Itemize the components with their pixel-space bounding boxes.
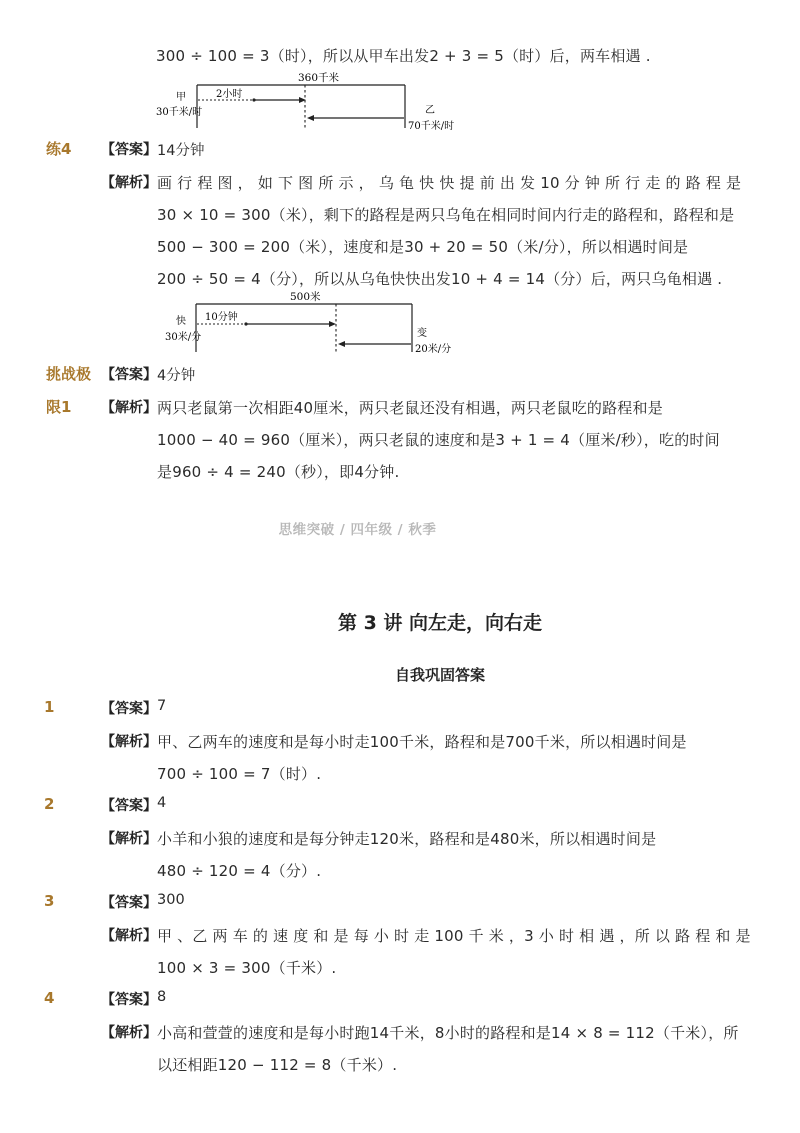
exercise-label: 练4 — [46, 140, 72, 158]
analysis-line: 是960 ÷ 4 = 240（秒），即4分钟. — [157, 463, 400, 481]
analysis-line: 200 ÷ 50 = 4（分），所以从乌龟快快出发10 + 4 = 14（分）后，两只乌龟相遇 . — [157, 270, 723, 288]
analysis-line: 小高和萱萱的速度和是每小时跑14千米，8小时的路程和是14 × 8 = 112（千米），所 — [157, 1024, 739, 1042]
diagram-left-speed: 30千米/时 — [156, 107, 203, 118]
challenge-label: 挑战极 — [46, 365, 92, 383]
analysis-tag: 【解析】 — [101, 1025, 157, 1041]
analysis-line: 480 ÷ 120 = 4（分）. — [157, 862, 322, 880]
diagram-right-name: 变 — [417, 328, 427, 339]
section-title: 自我巩固答案 — [394, 666, 485, 684]
journey-diagram-1 — [150, 70, 470, 136]
answer-value: 4分钟 — [157, 368, 196, 384]
analysis-line: 700 ÷ 100 = 7（时）. — [157, 765, 322, 783]
question-number: 1 — [44, 698, 55, 716]
answer-tag: 【答案】 — [101, 701, 157, 717]
diagram-left-speed: 30米/分 — [165, 332, 202, 343]
answer-value: 7 — [157, 698, 167, 714]
question-number: 4 — [44, 989, 55, 1007]
answer-value: 8 — [157, 989, 167, 1005]
answer-tag: 【答案】 — [101, 798, 157, 814]
question-number: 2 — [44, 795, 55, 813]
diagram-head-start: 2小时 — [216, 89, 243, 100]
analysis-line: 两只老鼠第一次相距40厘米，两只老鼠还没有相遇，两只老鼠吃的路程和是 — [157, 399, 663, 417]
answer-value: 300 — [157, 892, 185, 908]
diagram-total-label: 360千米 — [298, 72, 340, 84]
diagram-total-label: 500米 — [290, 291, 321, 303]
answer-tag: 【答案】 — [101, 895, 157, 911]
analysis-line: 甲 、乙 两 车 的 速 度 和 是 每 小 时 走 100 千 米 ，3 小 时 相 遇 ，所 以 路 程 和 是 — [157, 927, 751, 945]
analysis-line: 小羊和小狼的速度和是每分钟走120米，路程和是480米，所以相遇时间是 — [157, 830, 657, 848]
analysis-tag: 【解析】 — [101, 928, 157, 944]
diagram-left-name: 甲 — [176, 92, 186, 103]
solution-line: 300 ÷ 100 = 3（时），所以从甲车出发2 + 3 = 5（时）后，两车相遇 . — [156, 47, 651, 65]
analysis-tag: 【解析】 — [101, 734, 157, 750]
analysis-line: 甲、乙两车的速度和是每小时走100千米，路程和是700千米，所以相遇时间是 — [157, 733, 687, 751]
chapter-title: 第 3 讲 向左走，向右走 — [337, 612, 543, 634]
diagram-left-name: 快 — [176, 316, 186, 327]
answer-value: 4 — [157, 795, 167, 811]
page-footer: 思维突破 / 四年级 / 秋季 — [278, 522, 437, 538]
analysis-line: 画 行 程 图 ， 如 下 图 所 示 ， 乌 龟 快 快 提 前 出 发 10 分 钟 所 行 走 的 路 程 是 — [157, 174, 742, 192]
answer-tag: 【答案】 — [101, 142, 157, 158]
analysis-tag: 【解析】 — [101, 831, 157, 847]
diagram-right-speed: 70千米/时 — [408, 121, 455, 132]
analysis-line: 1000 − 40 = 960（厘米），两只老鼠的速度和是3 + 1 = 4（厘米/秒），吃的时间 — [157, 431, 720, 449]
diagram-right-name: 乙 — [425, 105, 435, 116]
analysis-line: 500 − 300 = 200（米），速度和是30 + 20 = 50（米/分），所以相遇时间是 — [157, 238, 689, 256]
diagram-head-start: 10分钟 — [205, 312, 238, 323]
diagram-right-speed: 20米/分 — [415, 344, 452, 355]
analysis-tag: 【解析】 — [101, 400, 157, 416]
challenge-label-number: 限1 — [46, 398, 72, 416]
question-number: 3 — [44, 892, 55, 910]
analysis-line: 30 × 10 = 300（米），剩下的路程是两只乌龟在相同时间内行走的路程和，路程和是 — [157, 206, 735, 224]
answer-value: 14分钟 — [157, 143, 205, 159]
answer-tag: 【答案】 — [101, 992, 157, 1008]
answer-tag: 【答案】 — [101, 367, 157, 383]
analysis-tag: 【解析】 — [101, 175, 157, 191]
journey-diagram-2 — [165, 288, 465, 358]
analysis-line: 100 × 3 = 300（千米）. — [157, 959, 337, 977]
analysis-line: 以还相距120 − 112 = 8（千米）. — [157, 1056, 398, 1074]
